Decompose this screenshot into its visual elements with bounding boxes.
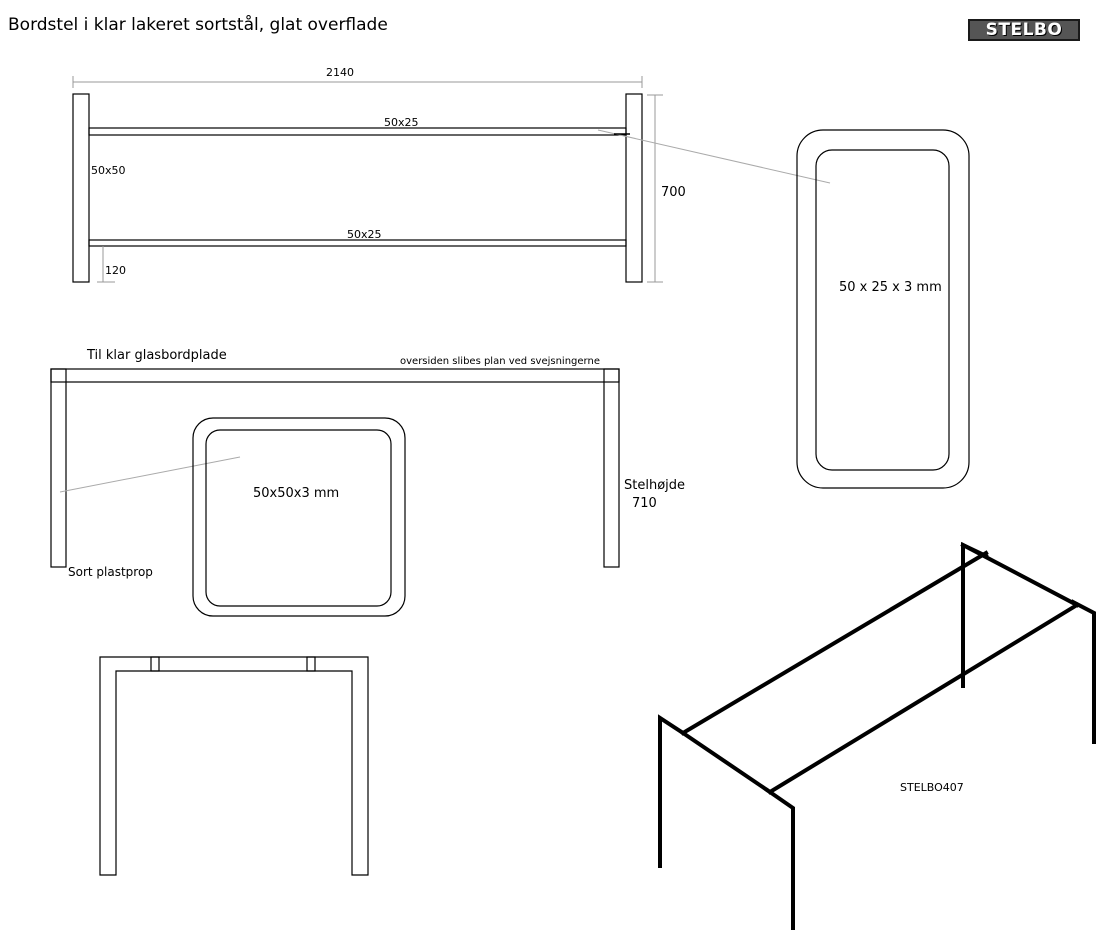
grinding-note-label: oversiden slibes plan ved svejsningerne	[400, 356, 600, 367]
bottom-rail-label: 50x25	[347, 228, 382, 241]
side-view	[51, 369, 619, 567]
front-top-rail	[89, 128, 626, 135]
side-top-rail	[51, 369, 619, 382]
model-number-label: STELBO407	[900, 781, 964, 794]
section-rect-label: 50 x 25 x 3 mm	[839, 280, 942, 295]
iso-front-end-rail	[683, 733, 770, 792]
iso-back-right-leg	[1073, 602, 1094, 742]
section-square-outer	[193, 418, 405, 616]
front-right-leg	[626, 94, 642, 282]
end-view-rail-right	[307, 657, 315, 671]
plastic-plug-label: Sort plastprop	[68, 565, 153, 579]
square-leader-line	[60, 457, 240, 492]
iso-left-long-rail	[683, 553, 986, 733]
glass-top-label: Til klar glasbordplade	[87, 348, 227, 363]
end-view-rail-left	[151, 657, 159, 671]
page-title: Bordstel i klar lakeret sortstål, glat overflade	[8, 15, 388, 35]
end-view	[100, 657, 368, 875]
iso-back-end-rail	[963, 545, 1077, 605]
top-rail-label: 50x25	[384, 116, 419, 129]
frame-height-value: 710	[632, 496, 657, 511]
height-label: 700	[661, 185, 686, 200]
front-view	[73, 76, 830, 282]
section-square-label: 50x50x3 mm	[253, 486, 340, 501]
bottom-offset-label: 120	[105, 264, 126, 277]
leg-label: 50x50	[91, 164, 126, 177]
iso-front-left-leg	[660, 718, 683, 866]
front-left-leg	[73, 94, 89, 282]
section-square	[193, 418, 405, 616]
section-rect	[797, 130, 969, 488]
section-square-inner	[206, 430, 391, 606]
side-right-leg	[604, 369, 619, 567]
side-left-leg	[51, 369, 66, 567]
section-rect-inner	[816, 150, 949, 470]
iso-right-long-rail	[770, 605, 1077, 792]
section-rect-outer	[797, 130, 969, 488]
end-view-frame	[100, 657, 368, 875]
iso-front-right-leg	[767, 790, 793, 928]
brand-logo-text: STELBO	[985, 20, 1063, 40]
frame-height-label: Stelhøjde	[624, 478, 686, 493]
rail-leader-line	[598, 130, 830, 183]
isometric-view	[660, 545, 1094, 928]
length-label: 2140	[326, 66, 354, 79]
